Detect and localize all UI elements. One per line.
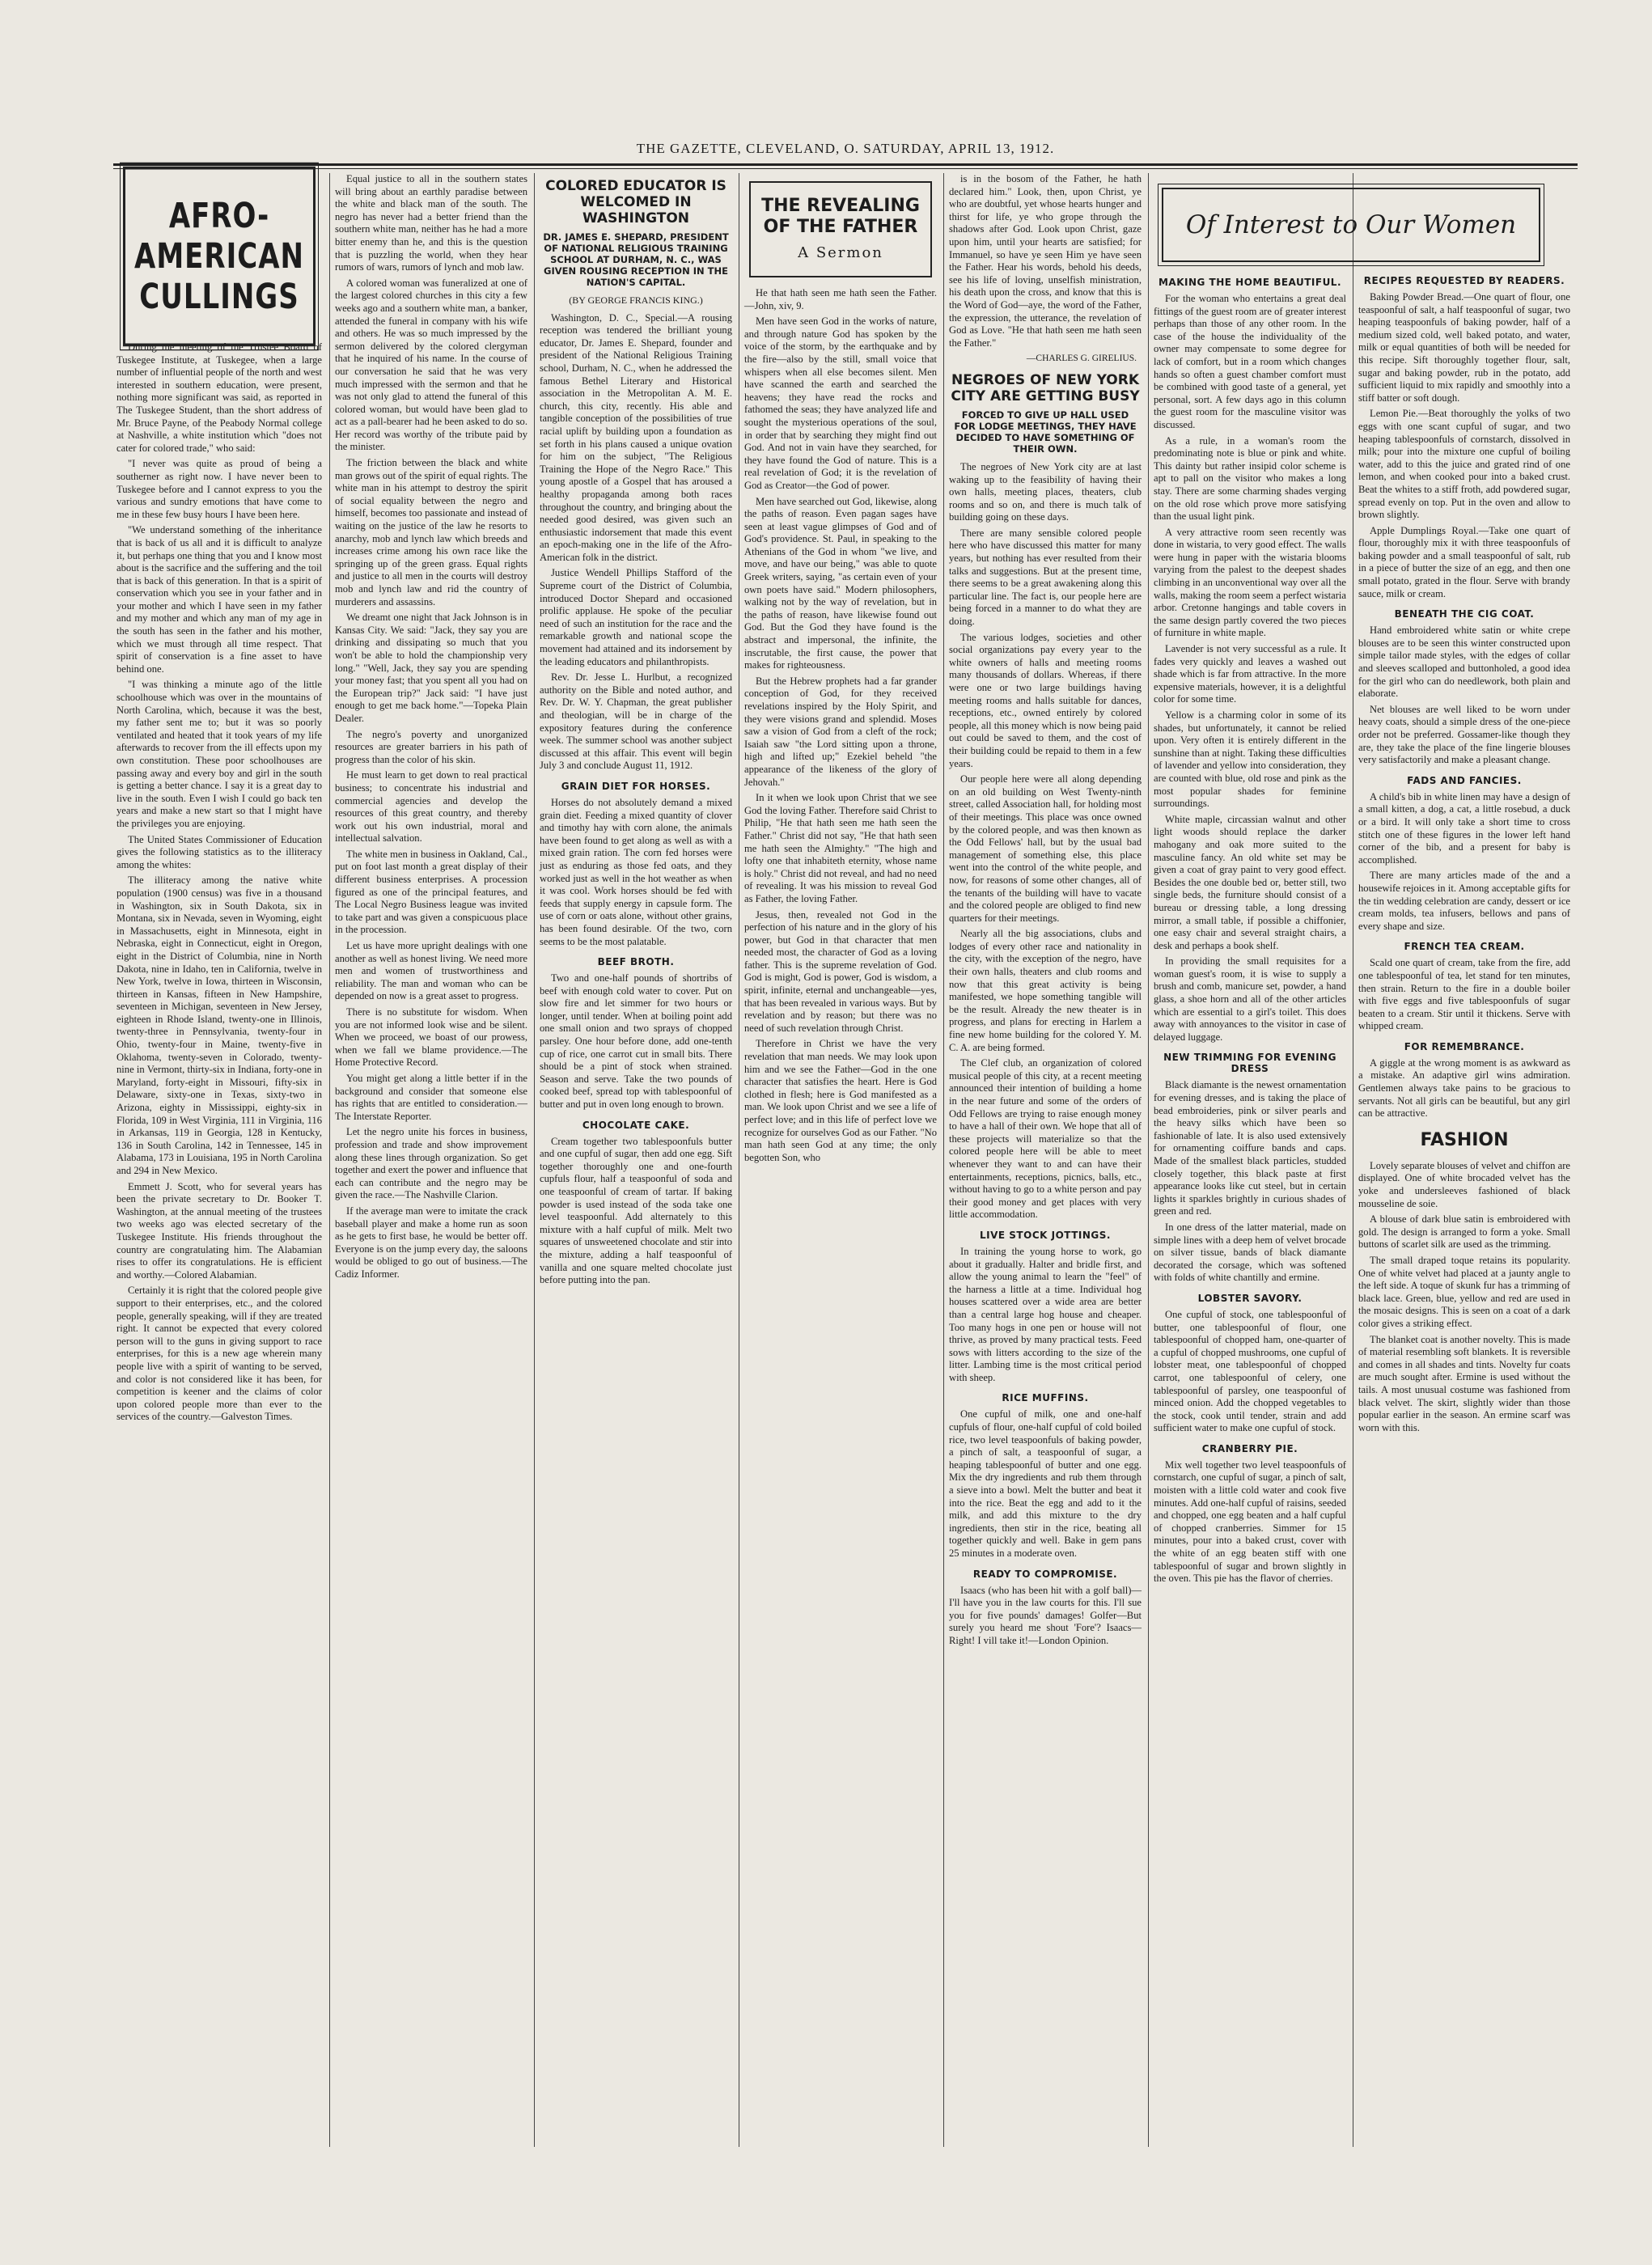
article-paragraph: Rev. Dr. Jesse L. Hurlbut, a recognized authority on the Bible and noted author, and Rev. Dr. W. Y. Chapman, the great publisher and theologian, will be in charge of the expository features during the conference week. The summer school was another subject discussed at this affair. This event will begin July 3 and conclude August 11, 1912.: [540, 671, 732, 772]
section-heading: GRAIN DIET FOR HORSES.: [561, 780, 711, 792]
article-paragraph: Hand embroidered white satin or white crepe blouses are to be seen this winter constructed upon simple tailor made styles, with the edges of collar and sleeves scalloped and buttonholed, a good idea for the girl who can do needlework, both plain and elaborate.: [1358, 624, 1570, 700]
article-paragraph: In training the young horse to work, go about it gradually. Halter and bridle first, and allow the young animal to learn the "feel" of the harness a little at a time. Individual hog houses scattered over a wide area are better than a central large hog house and cheaper. Too many hogs in one pen or house will not thrive, as proved by many practical tests. Feed sows with litters according to the size of the litter. Lambing time is the most critical period with sheep.: [949, 1245, 1142, 1383]
article-paragraph: A colored woman was funeralized at one of the largest colored churches in this city a few weeks ago and a southern white man, a banker, attended the funeral in company with his wife and others. He was so much impressed by the sermon delivered by the colored clergyman that he inquired of his name. In the course of our conversation he said that he was very much impressed with the sermon and that he was not only glad to attend the funeral of this colored woman, but would have been glad to act as a pall-bearer had he been asked to do so. Her record was worthy of the tribute paid by the minister.: [335, 277, 527, 453]
section-heading: FRENCH TEA CREAM.: [1404, 941, 1525, 953]
article-paragraph: Nearly all the big associations, clubs and lodges of every other race and nationality in the city, with the exception of the negro, have their own halls, theaters and club rooms and now that this great activity is being manifested, we hope something tangible will be the result. Already the new theater is in progress, and plans for erecting in Harlem a fine new home building for the colored Y. M. C. A. are being formed.: [949, 928, 1142, 1053]
article-paragraph: Certainly it is right that the colored people give support to their enterprises, etc., and the colored people, generally speaking, will if they are treated right. It cannot be expected that every colored person will to the guns in giving support to race enterprises, for this is a new age wherein many people live with a spirit of wanting to be served, and color is not considered like it has been, for competition is keener and the claims of color upon colored people more than ever to the services of the country.—Galveston Times.: [116, 1285, 322, 1423]
article-paragraph: A very attractive room seen recently was done in wistaria, to very good effect. The walls were hung in paper with the wistaria blooms varying from the palest to the deepest shades climbing in an unconventional way over all the walls, making the room seem a perfect wistaria arbor. Cretonne hangings and table covers in the same design partly covered the two pieces of furniture in white maple.: [1154, 526, 1346, 639]
article-paragraph: Lovely separate blouses of velvet and chiffon are displayed. One of white brocaded velvet has the yoke and undersleeves fashioned of black mousseline de soie.: [1358, 1159, 1570, 1209]
article-paragraph: If the average man were to imitate the crack baseball player and make a home run as soon as he gets to first base, he would be better off. Everyone is on the jump every day, the saloons would be obliged to go out of business.—The Cadiz Informer.: [335, 1204, 527, 1280]
article-paragraph: Apple Dumplings Royal.—Take one quart of flour, thoroughly mix it with three teaspoonfuls of baking powder and a small teaspoonful of salt, rub in a piece of butter the size of an egg, and then one small potato, grated in the flour. Serve with brandy sauce, milk or cream.: [1358, 524, 1570, 599]
sermon-title: THE REVEALING OF THE FATHER: [761, 196, 920, 237]
new-york-headline: NEGROES OF NEW YORK CITY ARE GETTING BUSY: [951, 371, 1140, 404]
article-paragraph: In it when we look upon Christ that we see God the loving Father. Therefore said Christ to Philip, "He that hath seen me hath seen the Father." Christ did not say, "He that hath seen me hath seen the Almighty." "The high and lofty one that inhabiteth eternity, whose name is holy." Christ did not reveal, and had no need of revealing. It was his mission to reveal God as Father, the loving Father.: [744, 792, 937, 904]
article-paragraph: There are many sensible colored people here who have discussed this matter for many years, but nothing has ever resulted from their talks and suggestions. But at the present time, there seems to be a great awakening along this particular line. The fact is, our people here are being forced in a manner to do what they are doing.: [949, 527, 1142, 628]
article-paragraph: The friction between the black and white man grows out of the spirit of equal rights. The white man in his attempt to destroy the spirit of social equality between the negro and himself, becomes too passionate and instead of waiting on the justice of the law he resorts to anarchy, mob and lynch law which breeds and increases crime among his own race like the springing up of the green grass. Equal rights and justice to all men in the courts will destroy mob and lynch law and rid the country of murderers and assassins.: [335, 457, 527, 608]
masthead-rule: [113, 163, 1578, 166]
column-rule: [329, 173, 330, 2147]
article-paragraph: One cupful of stock, one tablespoonful of butter, one tablespoonful of flour, one tablespoonful of chopped ham, one-quarter of a cupful of chopped mushrooms, one cupful of lobster meat, one tablespoonful of chopped carrot, one tablespoonful of celery, one tablespoonful of parsley, one teaspoonful of minced onion. Add the chopped vegetables to the stock, cook until tender, strain and add sufficient water to make one cupful of stock.: [1154, 1308, 1346, 1434]
article-paragraph: Cream together two tablespoonfuls butter and one cupful of sugar, then add one egg. Sift together thoroughly one and one-fourth cupfuls flour, half a teaspoonful of soda and one teaspoonful of cream of tartar. If baking powder is used instead of the soda take one level teaspoonful. Add alternately to this mixture with a half cupful of milk. Melt two squares of unsweetened chocolate and stir into the mixture, adding a half teaspoonful of vanilla and one square melted chocolate just before putting into the pan.: [540, 1135, 732, 1286]
article-paragraph: For the woman who entertains a great deal fittings of the guest room are of greater interest perhaps than those of any other room. In the case of the house the individuality of the owner may compensate to some degree for lack of comfort, but in a room which changes hands so often a guest chamber comfort must be combined with good taste of a general, yet personal, sort. A few days ago in this column the guest room for the masculine visitor was discussed.: [1154, 293, 1346, 430]
article-paragraph: We dreamt one night that Jack Johnson is in Kansas City. We said: "Jack, they say you are drinking and dissipating so much that you won't be able to hold the championship very long." "Well, Jack, they say you are spending your money fast; that you spent all you had on the European trip?" Jack said: "I have just enough to get me back home."—Topeka Plain Dealer.: [335, 612, 527, 724]
article-paragraph: Men have seen God in the works of nature, and through nature God has spoken by the voice of the storm, by the earthquake and by the fire—also by the still, small voice that whispers when all else becomes silent. Men have scanned the earth and searched the heavens; they have read the rocks and fathomed the seas; they have analyzed life and sought the mysterious operations of the soul, in order that by searching they might find out God. And not in vain have they searched, for they have found the God of nature. This is a real revelation of God; it is the revelation of God as Creator—the God of power.: [744, 315, 937, 491]
article-paragraph: Emmett J. Scott, who for several years has been the private secretary to Dr. Booker T. Washington, at the annual meeting of the trustees two weeks ago was elected secretary of the Tuskegee Institute. His friends throughout the country are congratulating him. The Alabamian rises to offer its congratulations. He is efficient and worthy.—Colored Alabamian.: [116, 1180, 322, 1281]
article-paragraph: Yellow is a charming color in some of its shades, but unfortunately, it cannot be relied upon. Very often it is entirely different in the sunshine than at night. Taking these difficulties of lavender and yellow into consideration, they are counted with blue, old rose and pink as the most popular shades for feminine surroundings.: [1154, 709, 1346, 810]
section-heading: RECIPES REQUESTED BY READERS.: [1363, 275, 1565, 286]
article-paragraph: One cupful of milk, one and one-half cupfuls of flour, one-half cupful of cold boiled rice, two level teaspoonfuls of baking powder, a pinch of salt, a teaspoonful of sugar, a heaping tablespoonful of butter and one egg. Mix the dry ingredients and rub them through a sieve into a bowl. Melt the butter and beat it into the rice. Beat the egg and add to it the milk, and add this mixture to the dry ingredients, then stir in the rice, beating all together quickly and well. Bake in gem pans 25 minutes in a moderate oven.: [949, 1408, 1142, 1559]
article-paragraph: Black diamante is the newest ornamentation for evening dresses, and is taking the place of bead embroideries, pink or silver pearls and the heavy silks which have been so fashionable of late. It is also used extensively for ornamenting coiffure bands and caps. Made of the smallest black particles, studded closely together, this black paste at first appearance looks like cut steel, but in certain lights it sparkles brightly in curious shades of green and red.: [1154, 1079, 1346, 1217]
article-paragraph: The blanket coat is another novelty. This is made of material resembling soft blankets. It is reversible and comes in all shades and tints. Novelty fur coats are much sought after. Ermine is used without the tails. A most unusual costume was fashioned from black velvet. The skirt, slightly wider than those popular earlier in the season. An ermine scarf was worn with this.: [1358, 1333, 1570, 1433]
section-heading: NEW TRIMMING FOR EVENING DRESS: [1163, 1052, 1336, 1075]
article-paragraph: Men have searched out God, likewise, along the paths of reason. Even pagan sages have seen at least vague glimpses of God and of God's providence. St. Paul, in speaking to the Athenians of the God in whom "we live, and move, and have our being," was able to quote Greek writers, saying, "as certain even of your own poets have said." Modern philosophers, walking not by the way of revelation, but in the paths of reason, have likewise found out God. But the God they have found is the abstract and impersonal, the infinite, the inscrutable, the first cause, the power that makes for righteousness.: [744, 495, 937, 671]
article-paragraph: There is no substitute for wisdom. When you are not informed look wise and be silent. When we proceed, we boast of our prowess, when we fall we blame providence.—The Home Protective Record.: [335, 1006, 527, 1069]
article-paragraph: Jesus, then, revealed not God in the perfection of his nature and in the glory of his power, but God in that character that men needed most, the character of God as a loving father. This is the supreme revelation of God. God is might, God is power, God is wisdom, a spirit, infinite, eternal and unchangeable—yes, that has been revealed in various ways. But by revelation and by reason; but there was no need of such revelation through Christ.: [744, 908, 937, 1034]
article-paragraph: Lemon Pie.—Beat thoroughly the yolks of two eggs with one scant cupful of sugar, and two heaping tablespoonfuls of cornstarch, dissolved in milk; pour into the mixture one cupful of boiling water, add to this the juice and grated rind of one lemon, and when cooked pour into a baked crust. Beat the whites to a stiff froth, add powdered sugar, spread evenly on top. Put in the oven and allow to brown slightly.: [1358, 408, 1570, 521]
article-paragraph: As a rule, in a woman's room the predominating note is blue or pink and white. This dainty but rather insipid color scheme is apt to pall on the visitor who makes a long stay. There are some charming shades verging on the old rose which prove more satisfying than the usual light pink.: [1154, 434, 1346, 523]
article-paragraph: Let the negro unite his forces in business, profession and trade and show improvement along these lines through organization. So get together and exert the power and influence that each can contribute and the negro may be given the race.—The Nashville Clarion.: [335, 1126, 527, 1201]
section-heading: CHOCOLATE CAKE.: [582, 1119, 690, 1131]
article-paragraph: Two and one-half pounds of shortribs of beef with enough cold water to cover. Put on slow fire and let simmer for two hours or longer, until tender. When at boiling point add one small onion and two sprays of chopped parsley. One hour before done, add one-tenth cup of rice, one carrot cut in small bits. There should be a pint of stock when strained. Season and serve. Take the two pounds of cooked beef, spread top with tablespoonful of butter and put in oven long enough to brown.: [540, 972, 732, 1111]
column-rule: [534, 173, 535, 2147]
section-heading: MAKING THE HOME BEAUTIFUL.: [1158, 277, 1342, 288]
article-paragraph: "I never was quite as proud of being a southerner as right now. I have never been to Tuskegee before and I cannot express to you the various and sundry emotions that have come to me in these few busy hours I have been here.: [116, 458, 322, 520]
article-paragraph: The various lodges, societies and other social organizations pay every year to the white owners of halls and meeting rooms many thousands of dollars. Whereas, if there were one or two large buildings having meeting rooms and halls suitable for dances, receptions, etc., owned entirely by colored people, all this money which is now being paid out could be saved to them, and the cost of their building could be repaid to them in a few years.: [949, 631, 1142, 769]
educator-headline: COLORED EDUCATOR IS WELCOMED IN WASHINGTON: [545, 178, 726, 226]
educator-subhead: DR. JAMES E. SHEPARD, PRESIDENT OF NATIONAL RELIGIOUS TRAINING SCHOOL AT DURHAM, N. C., WAS GIVEN ROUSING RECEPTION IN THE NATION'S CAPITAL.: [543, 231, 729, 288]
article-paragraph: A giggle at the wrong moment is as awkward as a mistake. An adaptive girl wins admiration. Gentlemen always take pains to be gracious to servants. Not all girls can be beautiful, but any girl can be attractive.: [1358, 1056, 1570, 1120]
article-paragraph: Net blouses are well liked to be worn under heavy coats, should a simple dress of the one-piece order not be preferred. Gossamer-like though they are, they take the place of the fine lingerie blouses very satisfactorily and make a pleasant change.: [1358, 703, 1570, 766]
afro-american-cullings-heading: AFRO-AMERICAN CULLINGS: [123, 167, 316, 347]
column-rule: [943, 173, 944, 2147]
sermon-signature: —CHARLES G. GIRELIUS.: [1026, 354, 1137, 364]
article-paragraph: The Clef club, an organization of colored musical people of this city, at a recent meeting announced their intention of building a home in the near future and some of the orders of Odd Fellows are trying to raise enough money to have a hall of their own. We hope that all of these projects will materialize so that the colored people here will be able to meet whenever they want to and can have their entertainments, receptions, picnics, balls, etc., without having to go to a white person and pay their good money and get places with very little accommodation.: [949, 1057, 1142, 1221]
article-paragraph: Lavender is not very successful as a rule. It fades very quickly and leaves a washed out shade which is far from attractive. In the more expensive materials, however, it is a delightful color for some time.: [1154, 643, 1346, 705]
article-paragraph: "I was thinking a minute ago of the little schoolhouse which was over in the mountains of North Carolina, which, because it was the best, my father sent me to; but it was so poorly ventilated and heated that it took years of my life afterwards to recover from the ill effects upon my own constitution. These poor schoolhouses are passing away and every boy and girl in the south is getting a better chance. I say it is a great day to live in the south. Even I wish I could go back ten years and make a new start so that I might have the privileges you are enjoying.: [116, 679, 322, 829]
section-heading: BEEF BROTH.: [597, 956, 675, 968]
article-paragraph: Mix well together two level teaspoonfuls of cornstarch, one cupful of sugar, a pinch of salt, moisten with a little cold water and cook five minutes. Add one-half cupful of raisins, seeded and chopped, one egg beaten and a half cupful of chopped cranberries. Simmer for 15 minutes, pour into a baked crust, cover with the white of an egg beaten stiff with one tablespoonful of sugar and brown slightly in the oven. This pie has the flavor of cherries.: [1154, 1458, 1346, 1585]
article-paragraph: But the Hebrew prophets had a far grander conception of God, for they received revelations inspired by the Holy Spirit, and they were visions grand and splendid. Moses saw a vision of God from a cleft of the rock; Isaiah saw "the Lord sitting upon a throne, high and lifted up;" Ezekiel beheld "the appearance of the likeness of the glory of Jehovah.": [744, 675, 937, 788]
article-paragraph: Our people here were all along depending on an old building on West Twenty-ninth street, called Association hall, for holding most of their meetings. This place was once owned by the colored people, and was then known as the Odd Fellows' hall, but by the usual bad management of something else, this place went into the control of the white people, and now, for reasons of some other changes, all of the tenants of the building will have to vacate and the colored people are obliged to find new quarters for their meetings.: [949, 773, 1142, 924]
column-4: [744, 173, 937, 2147]
column-3: [540, 173, 732, 2147]
column-rule: [1148, 173, 1149, 2147]
article-paragraph: A child's bib in white linen may have a design of a small kitten, a dog, a cat, a little rosebud, a duck or a bird. It will only take a short time to cross stitch one of these figures in the lower left hand corner of the bib, and a present for baby is accomplished.: [1358, 790, 1570, 866]
sermon-subtitle: A Sermon: [798, 244, 883, 261]
article-paragraph: Therefore in Christ we have the very revelation that man needs. We may look upon him and we see the Father—God in the one character that satisfies the heart. Here is God clothed in flesh; here is God manifested as a man. We look upon Christ and we see a life of perfect love; and in this life of perfect love we recognize for ourselves God as our Father. "No man hath seen God at any time; the only begotten Son, who: [744, 1038, 937, 1163]
article-paragraph: Baking Powder Bread.—One quart of flour, one teaspoonful of salt, a half teaspoonful of sugar, two heaping teaspoonfuls of baking powder, half of a medium sized cold, well baked potato, and water, milk or equal quantities of both will be needed for this recipe. Sift thoroughly together flour, salt, sugar and baking powder, rub in the potato, add sufficient liquid to mix rapidly and smoothly into a stiff batter or soft dough.: [1358, 291, 1570, 404]
article-paragraph: In one dress of the latter material, made on simple lines with a deep hem of velvet brocade on silver tissue, bands of black diamante decorated the corsage, which was softened with folds of white chantilly and ermine.: [1154, 1221, 1346, 1284]
article-paragraph: "We understand something of the inheritance that is back of us all and it is difficult to analyze it, but perhaps one thing that you and I know most about is the sacrifice and the suffering and the toil that is back of this generation. In that is a spirit of conservation which you see in your father and in your mother and which I have seen in my father and my mother and which any man of my age in the south has seen in the father and his mother, which we must through all time respect. That spirit of conservation is a fine asset to have behind one.: [116, 524, 322, 675]
article-paragraph: Scald one quart of cream, take from the fire, add one tablespoonful of tea, let stand for ten minutes, then strain. Return to the fire in a double boiler with five eggs and five tablespoonfuls of sugar beaten to a cream. Stir until it thickens. Serve with whipped cream.: [1358, 957, 1570, 1032]
sermon-title-box: [749, 181, 932, 277]
article-paragraph: The illiteracy among the native white population (1900 census) was five in a thousand in Washington, six in South Dakota, six in Montana, six in Nevada, seven in Wyoming, eight in Massachusetts, eight in Minnesota, eight in Nebraska, eight in Connecticut, eight in Oregon, eight in the District of Columbia, nine in North Dakota, nine in Idaho, ten in California, twelve in New York, twelve in Iowa, thirteen in Wisconsin, thirteen in Kansas, fifteen in New Hampshire, seventeen in Michigan, seventeen in New Jersey, eighteen in Rhode Island, twenty-one in Illinois, twenty-three in Pennsylvania, twenty-four in Ohio, twenty-four in Maine, twenty-five in Oklahoma, twenty-seven in Colorado, twenty-nine in Vermont, thirty-six in Indiana, forty-one in Maryland, forty-eight in Missouri, fifty-six in Delaware, sixty-one in Texas, sixty-two in Arizona, eighty in Mississippi, eighty-six in Florida, 109 in West Virginia, 111 in Virginia, 116 in Arkansas, 119 in Georgia, 128 in Kentucky, 136 in South Carolina, 142 in Tennessee, 145 in Alabama, 173 in Louisiana, 195 in North Carolina and 294 in New Mexico.: [116, 874, 322, 1176]
article-paragraph: The United States Commissioner of Education gives the following statistics as to the illiteracy among the whites:: [116, 833, 322, 870]
section-heading: LIVE STOCK JOTTINGS.: [980, 1229, 1111, 1241]
section-heading: FADS AND FANCIES.: [1407, 774, 1522, 786]
article-paragraph: The small draped toque retains its popularity. One of white velvet had placed at a jaunty angle to the left side. A toque of skunk fur has a trimming of black lace. Green, blue, yellow and red are used in the mosaic designs. This is seen on a coat of a dark color gives a striking effect.: [1358, 1255, 1570, 1329]
article-paragraph: Isaacs (who has been hit with a golf ball)—I'll have you in the law courts for this. I'll sue you for five pounds' damages! Golfer—But surely you heard me shout 'Fore'? Isaacs—Right! I vill take it!—London Opinion.: [949, 1584, 1142, 1646]
section-heading: READY TO COMPROMISE.: [972, 1568, 1118, 1580]
fashion-heading: FASHION: [1420, 1129, 1509, 1150]
article-paragraph: Justice Wendell Phillips Stafford of the Supreme court of the District of Columbia, introduced Doctor Shepard and occasioned prolific applause. He spoke of the peculiar need of such an institution for the race and the remarkable growth and national scope the movement had attained and its indorsement by the leading educators and philanthropists.: [540, 567, 732, 667]
section-heading: BENEATH THE CIG COAT.: [1394, 608, 1535, 620]
article-paragraph: He must learn to get down to real practical business; to concentrate his industrial and commercial agencies and develop the resources of this great country, and thereby work out his own industrial, moral and intellectual salvation.: [335, 769, 527, 845]
women-section-heading: Of Interest to Our Women: [1162, 188, 1540, 262]
article-paragraph: The negro's poverty and unorganized resources are greater barriers in his path of progress than the color of his skin.: [335, 728, 527, 765]
article-paragraph: is in the bosom of the Father, he hath declared him." Look, then, upon Christ, ye who are doubtful, yet whose hearts hunger and thirst for life, ye who grope through the shadows after God. Look upon Christ, gaze upon him, until your hearts are satisfied; for Immanuel, so have ye seen Him ye have seen the Father. Hear his words, behold his deeds, see his life of loving, unselfish ministration, his death upon the cross, and know that this is the Word of God—aye, the word of the Father, the expression, the utterance, the revelation of God as Love. "He that hath seen me hath seen the Father.": [949, 173, 1142, 349]
masthead: THE GAZETTE, CLEVELAND, O. SATURDAY, APRIL 13, 1912.: [636, 141, 1055, 156]
new-york-subhead: FORCED TO GIVE UP HALL USED FOR LODGE MEETINGS, THEY HAVE DECIDED TO HAVE SOMETHING OF THEIR OWN.: [954, 409, 1137, 455]
article-paragraph: He that hath seen me hath seen the Father.—John, xiv, 9.: [744, 287, 937, 311]
column-5: [949, 173, 1142, 2147]
article-paragraph: White maple, circassian walnut and other light woods should replace the darker mahogany and oak more suited to the masculine fancy. An old white set may be given a coat of gray paint to very good effect. Besides the one double bed or, better still, two single beds, the furniture should consist of a bureau or dressing table, a long dressing mirror, a small table, if possible a chiffonier, one easy chair and several straight chairs, a desk and perhaps a book shelf.: [1154, 813, 1346, 951]
section-heading: CRANBERRY PIE.: [1201, 1442, 1298, 1454]
byline: (BY GEORGE FRANCIS KING.): [569, 294, 703, 306]
article-paragraph: There are many articles made of the and a housewife rejoices in it. Among acceptable gifts for the tin wedding celebration are candy, dessert or ice cream molds, tea infusers, bellows and pans of every shape and size.: [1358, 870, 1570, 932]
article-paragraph: The white men in business in Oakland, Cal., put on foot last month a great display of their different business enterprises. A procession figured as one of the principal features, and The Local Negro Business league was invited to take part and was given a conspicuous place in the procession.: [335, 848, 527, 936]
article-paragraph: Let us have more upright dealings with one another as well as honest living. We need more men and women of trustworthiness and reliability. The man and woman who can be depended on now is a great asset to progress.: [335, 940, 527, 1002]
column-2: [335, 173, 527, 2147]
article-paragraph: During the meeting of the Trustee Board of Tuskegee Institute, at Tuskegee, when a large number of influential people of the north and west interested in southern education, were present, nothing more significant was said, as reported in The Tuskegee Student, than the short address of Mr. Bruce Payne, of the Peabody Normal college at Nashville, a white institution which "does not cater for colored trade," who said:: [116, 341, 322, 454]
section-heading: RICE MUFFINS.: [1002, 1392, 1089, 1404]
article-paragraph: Washington, D. C., Special.—A rousing reception was tendered the brilliant young educator, Dr. James E. Shepard, founder and president of the National Religious Training school, Durham, N. C., when he addressed the famous Bethel Literary and Historical association in the Metropolitan A. M. E. church, this city, recently. His able and tangible conception of the possibilities of true racial uplift by building upon a foundation as set forth in his plans caused a unique ovation for him on the subject, "The Religious Training the Hope of the Negro Race." This young apostle of a Gospel that has aroused a healthy propaganda among both races throughout the country, and bringing about the needed good desired, was given such an enthusiastic indorsement that made this event an epoch-making one in the life of the Afro-American folk in the district.: [540, 311, 732, 563]
section-heading: LOBSTER SAVORY.: [1197, 1292, 1303, 1304]
article-paragraph: A blouse of dark blue satin is embroidered with gold. The design is arranged to form a yoke. Small buttons of scarlet silk are used as the trimming.: [1358, 1213, 1570, 1251]
article-paragraph: Equal justice to all in the southern states will bring about an earthly paradise between the white and black man of the south. The negro has never had a better friend than the southern white man, neither has he had a more bitter enemy than he, and this is the question that is puzzling the world, when they hear rumors of wars, rumors of lynch and mob law.: [335, 173, 527, 273]
article-paragraph: You might get along a little better if in the background and consider that someone else has rights that are entitled to consideration.—The Interstate Reporter.: [335, 1072, 527, 1122]
article-paragraph: In providing the small requisites for a woman guest's room, it is wise to supply a brush and comb, manicure set, powder, a hand glass, a shoe horn and all of the other articles which are essential to a girl's toilet. This does away with annoyances to the visitor in case of delayed luggage.: [1154, 955, 1346, 1043]
masthead-rule-thin: [113, 168, 1578, 169]
article-paragraph: The negroes of New York city are at last waking up to the feasibility of having their own halls, meeting places, theaters, club rooms and so on, and there is much talk of building going on these days.: [949, 460, 1142, 523]
article-paragraph: Horses do not absolutely demand a mixed grain diet. Feeding a mixed quantity of clover and timothy hay with corn alone, the animals have been found to get along as well as with a mixed grain ration. The corn fed horses were just as enduring as those fed oats, and they worked just as well in the hot weather as when it was cool. Work horses should be fed with feeds that supply energy in capsule form. The use of corn or oats alone, without other grains, has been found desirable. Of the two, corn seems to be the most palatable.: [540, 796, 732, 947]
section-heading: FOR REMEMBRANCE.: [1404, 1040, 1525, 1052]
column-1: [116, 173, 322, 2147]
column-7: [1358, 267, 1570, 2147]
